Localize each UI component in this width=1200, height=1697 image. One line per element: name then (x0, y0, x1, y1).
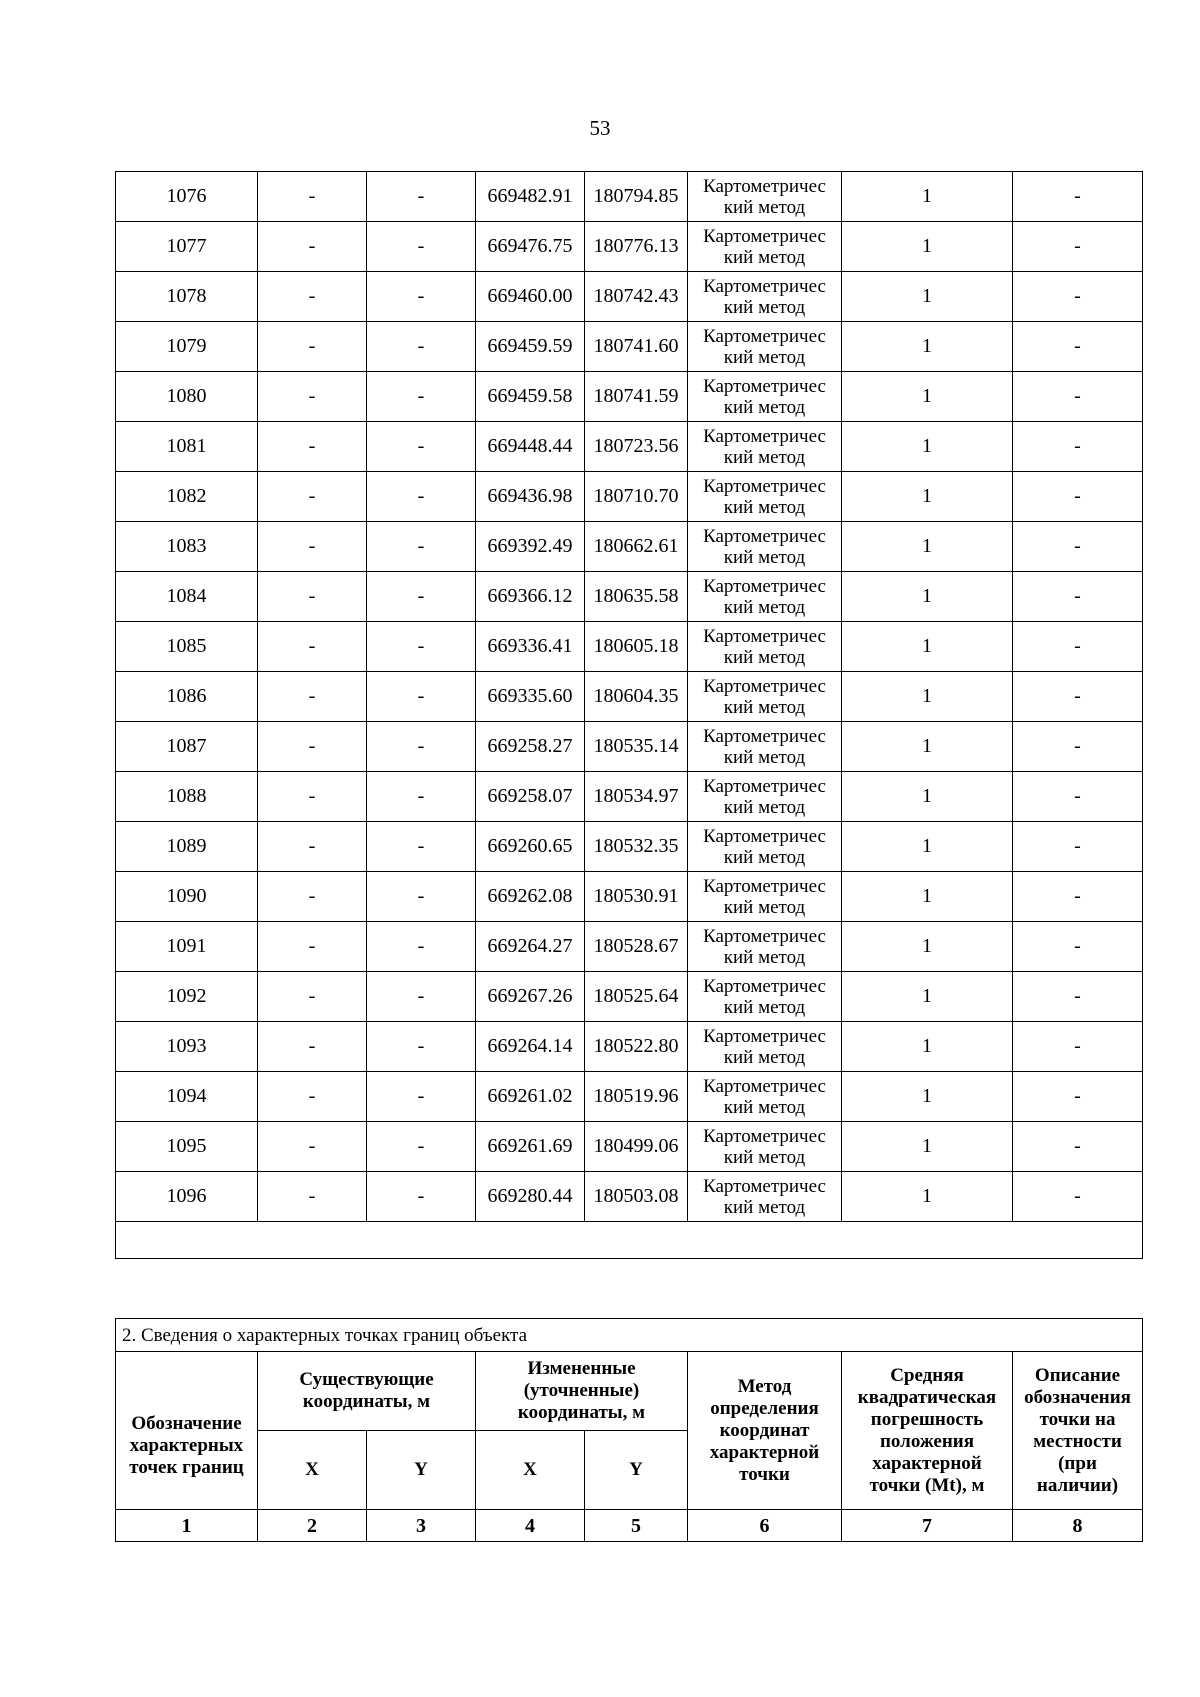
description-cell: - (1013, 872, 1143, 922)
table-row (116, 1122, 1143, 1172)
method-line: Картометричес (703, 475, 826, 497)
table-row (116, 172, 1143, 222)
method-line: кий метод (723, 196, 806, 218)
table-row (116, 522, 1143, 572)
changed-y-cell: 180741.60 (585, 322, 688, 372)
changed-x-cell: 669258.07 (476, 772, 585, 822)
col-number: 2 (258, 1510, 367, 1542)
table-row (116, 622, 1143, 672)
existing-y-cell: - (367, 772, 476, 822)
method-line: кий метод (723, 1096, 806, 1118)
header-changed-coords: Измененные (уточненные) координаты, м (476, 1352, 688, 1431)
description-cell: - (1013, 222, 1143, 272)
mean-error-cell: 1 (842, 1072, 1013, 1122)
existing-x-cell: - (258, 1022, 367, 1072)
table-row (116, 222, 1143, 272)
method-line: кий метод (723, 446, 806, 468)
changed-x-cell: 669258.27 (476, 722, 585, 772)
method-cell (688, 522, 842, 572)
method-line: Картометричес (703, 375, 826, 397)
method-line: кий метод (723, 496, 806, 518)
description-cell: - (1013, 472, 1143, 522)
header-designation: Обозначение характерных точек границ (116, 1352, 258, 1510)
existing-y-cell: - (367, 1122, 476, 1172)
method-line: кий метод (723, 346, 806, 368)
existing-y-cell: - (367, 572, 476, 622)
method-line: кий метод (723, 746, 806, 768)
existing-y-cell: - (367, 722, 476, 772)
mean-error-cell: 1 (842, 1122, 1013, 1172)
method-line: кий метод (723, 1146, 806, 1168)
changed-y-cell: 180604.35 (585, 672, 688, 722)
method-line: Картометричес (703, 1125, 826, 1147)
method-line: кий метод (723, 846, 806, 868)
existing-y-cell: - (367, 172, 476, 222)
description-cell: - (1013, 822, 1143, 872)
description-cell: - (1013, 522, 1143, 572)
point-id-cell: 1076 (116, 172, 258, 222)
description-cell: - (1013, 922, 1143, 972)
col-number: 7 (842, 1510, 1013, 1542)
method-line: кий метод (723, 946, 806, 968)
method-line: Картометричес (703, 825, 826, 847)
changed-x-cell: 669482.91 (476, 172, 585, 222)
header-existing-x: X (258, 1431, 367, 1510)
mean-error-cell: 1 (842, 222, 1013, 272)
method-cell (688, 1122, 842, 1172)
changed-y-cell: 180535.14 (585, 722, 688, 772)
point-id-cell: 1090 (116, 872, 258, 922)
col-number: 3 (367, 1510, 476, 1542)
changed-x-cell: 669436.98 (476, 472, 585, 522)
method-line: Картометричес (703, 1025, 826, 1047)
changed-y-cell: 180525.64 (585, 972, 688, 1022)
method-cell (688, 1022, 842, 1072)
existing-y-cell: - (367, 422, 476, 472)
changed-x-cell: 669392.49 (476, 522, 585, 572)
header-mean-error: Средняя квадратическая погрешность положения характерной точки (Mt), м (842, 1352, 1013, 1510)
mean-error-cell: 1 (842, 1172, 1013, 1222)
point-id-cell: 1096 (116, 1172, 258, 1222)
mean-error-cell: 1 (842, 422, 1013, 472)
point-id-cell: 1079 (116, 322, 258, 372)
existing-y-cell: - (367, 1022, 476, 1072)
method-line: кий метод (723, 646, 806, 668)
method-line: Картометричес (703, 625, 826, 647)
existing-x-cell: - (258, 1122, 367, 1172)
existing-x-cell: - (258, 222, 367, 272)
mean-error-cell: 1 (842, 922, 1013, 972)
mean-error-cell: 1 (842, 522, 1013, 572)
changed-y-cell: 180528.67 (585, 922, 688, 972)
changed-y-cell: 180776.13 (585, 222, 688, 272)
changed-x-cell: 669280.44 (476, 1172, 585, 1222)
description-cell: - (1013, 272, 1143, 322)
point-id-cell: 1086 (116, 672, 258, 722)
existing-x-cell: - (258, 1172, 367, 1222)
existing-x-cell: - (258, 172, 367, 222)
section2-table (115, 1318, 1143, 1542)
mean-error-cell: 1 (842, 372, 1013, 422)
changed-x-cell: 669460.00 (476, 272, 585, 322)
page-number: 53 (589, 116, 611, 140)
point-id-cell: 1095 (116, 1122, 258, 1172)
description-cell: - (1013, 572, 1143, 622)
changed-y-cell: 180534.97 (585, 772, 688, 822)
method-line: кий метод (723, 1046, 806, 1068)
table-row (116, 772, 1143, 822)
method-line: Картометричес (703, 425, 826, 447)
changed-y-cell: 180662.61 (585, 522, 688, 572)
existing-x-cell: - (258, 272, 367, 322)
existing-x-cell: - (258, 572, 367, 622)
table-row (116, 1022, 1143, 1072)
table-footer-row (116, 1222, 1143, 1259)
existing-y-cell: - (367, 872, 476, 922)
existing-x-cell: - (258, 822, 367, 872)
changed-x-cell: 669448.44 (476, 422, 585, 472)
point-id-cell: 1084 (116, 572, 258, 622)
mean-error-cell: 1 (842, 622, 1013, 672)
col-number: 8 (1013, 1510, 1143, 1542)
point-id-cell: 1093 (116, 1022, 258, 1072)
point-id-cell: 1083 (116, 522, 258, 572)
changed-y-cell: 180522.80 (585, 1022, 688, 1072)
changed-x-cell: 669260.65 (476, 822, 585, 872)
existing-x-cell: - (258, 522, 367, 572)
changed-y-cell: 180635.58 (585, 572, 688, 622)
method-line: Картометричес (703, 975, 826, 997)
changed-x-cell: 669476.75 (476, 222, 585, 272)
description-cell: - (1013, 672, 1143, 722)
description-cell: - (1013, 1022, 1143, 1072)
mean-error-cell: 1 (842, 1022, 1013, 1072)
description-cell: - (1013, 422, 1143, 472)
empty-cell (116, 1222, 1143, 1259)
header-description: Описание обозначения точки на местности (при наличии) (1013, 1352, 1143, 1510)
boundary-points-table (115, 171, 1143, 1259)
table-row (116, 922, 1143, 972)
existing-x-cell: - (258, 1072, 367, 1122)
existing-y-cell: - (367, 472, 476, 522)
point-id-cell: 1088 (116, 772, 258, 822)
header-changed-y: Y (585, 1431, 688, 1510)
existing-y-cell: - (367, 922, 476, 972)
changed-y-cell: 180794.85 (585, 172, 688, 222)
existing-y-cell: - (367, 822, 476, 872)
changed-x-cell: 669264.27 (476, 922, 585, 972)
changed-y-cell: 180519.96 (585, 1072, 688, 1122)
table-row (116, 1172, 1143, 1222)
description-cell: - (1013, 1172, 1143, 1222)
existing-x-cell: - (258, 322, 367, 372)
col-number: 5 (585, 1510, 688, 1542)
existing-y-cell: - (367, 622, 476, 672)
table-row (116, 272, 1143, 322)
changed-x-cell: 669335.60 (476, 672, 585, 722)
method-cell (688, 172, 842, 222)
point-id-cell: 1094 (116, 1072, 258, 1122)
method-line: кий метод (723, 396, 806, 418)
method-line: Картометричес (703, 525, 826, 547)
method-cell (688, 472, 842, 522)
table-row (116, 372, 1143, 422)
method-line: Картометричес (703, 225, 826, 247)
point-id-cell: 1085 (116, 622, 258, 672)
changed-y-cell: 180605.18 (585, 622, 688, 672)
changed-y-cell: 180741.59 (585, 372, 688, 422)
changed-x-cell: 669264.14 (476, 1022, 585, 1072)
method-cell (688, 372, 842, 422)
method-line: Картометричес (703, 675, 826, 697)
method-line: кий метод (723, 1196, 806, 1218)
point-id-cell: 1082 (116, 472, 258, 522)
existing-y-cell: - (367, 1172, 476, 1222)
method-line: кий метод (723, 996, 806, 1018)
method-cell (688, 822, 842, 872)
table-row (116, 1072, 1143, 1122)
existing-x-cell: - (258, 672, 367, 722)
table-row (116, 722, 1143, 772)
method-cell (688, 972, 842, 1022)
description-cell: - (1013, 972, 1143, 1022)
table-row (116, 322, 1143, 372)
method-cell (688, 1172, 842, 1222)
col-number: 4 (476, 1510, 585, 1542)
header-existing-coords: Существующие координаты, м (258, 1352, 476, 1431)
method-line: кий метод (723, 546, 806, 568)
method-cell (688, 572, 842, 622)
existing-x-cell: - (258, 422, 367, 472)
table-row (116, 872, 1143, 922)
point-id-cell: 1080 (116, 372, 258, 422)
changed-y-cell: 180499.06 (585, 1122, 688, 1172)
changed-y-cell: 180710.70 (585, 472, 688, 522)
changed-x-cell: 669366.12 (476, 572, 585, 622)
method-cell (688, 622, 842, 672)
col-number: 1 (116, 1510, 258, 1542)
table-row (116, 572, 1143, 622)
existing-x-cell: - (258, 722, 367, 772)
mean-error-cell: 1 (842, 672, 1013, 722)
method-line: кий метод (723, 696, 806, 718)
header-existing-y: Y (367, 1431, 476, 1510)
existing-y-cell: - (367, 222, 476, 272)
method-line: Картометричес (703, 775, 826, 797)
method-line: Картометричес (703, 175, 826, 197)
description-cell: - (1013, 1072, 1143, 1122)
mean-error-cell: 1 (842, 472, 1013, 522)
method-line: кий метод (723, 796, 806, 818)
method-line: Картометричес (703, 1175, 826, 1197)
point-id-cell: 1087 (116, 722, 258, 772)
method-cell (688, 722, 842, 772)
mean-error-cell: 1 (842, 872, 1013, 922)
existing-y-cell: - (367, 1072, 476, 1122)
changed-y-cell: 180723.56 (585, 422, 688, 472)
method-line: кий метод (723, 896, 806, 918)
mean-error-cell: 1 (842, 322, 1013, 372)
method-cell (688, 422, 842, 472)
header-changed-x: X (476, 1431, 585, 1510)
method-line: Картометричес (703, 725, 826, 747)
existing-y-cell: - (367, 972, 476, 1022)
mean-error-cell: 1 (842, 822, 1013, 872)
existing-y-cell: - (367, 272, 476, 322)
changed-x-cell: 669261.02 (476, 1072, 585, 1122)
changed-x-cell: 669336.41 (476, 622, 585, 672)
existing-x-cell: - (258, 372, 367, 422)
description-cell: - (1013, 1122, 1143, 1172)
method-line: Картометричес (703, 325, 826, 347)
method-line: кий метод (723, 246, 806, 268)
point-id-cell: 1089 (116, 822, 258, 872)
changed-y-cell: 180503.08 (585, 1172, 688, 1222)
table-row (116, 972, 1143, 1022)
method-cell (688, 872, 842, 922)
existing-x-cell: - (258, 922, 367, 972)
point-id-cell: 1081 (116, 422, 258, 472)
changed-x-cell: 669459.58 (476, 372, 585, 422)
changed-x-cell: 669267.26 (476, 972, 585, 1022)
existing-y-cell: - (367, 322, 476, 372)
col-number: 6 (688, 1510, 842, 1542)
table-row (116, 422, 1143, 472)
changed-y-cell: 180532.35 (585, 822, 688, 872)
mean-error-cell: 1 (842, 172, 1013, 222)
method-line: Картометричес (703, 1075, 826, 1097)
method-line: Картометричес (703, 875, 826, 897)
description-cell: - (1013, 622, 1143, 672)
existing-y-cell: - (367, 522, 476, 572)
mean-error-cell: 1 (842, 722, 1013, 772)
table-row (116, 822, 1143, 872)
method-cell (688, 1072, 842, 1122)
existing-x-cell: - (258, 622, 367, 672)
method-line: Картометричес (703, 925, 826, 947)
method-cell (688, 322, 842, 372)
table-row (116, 472, 1143, 522)
description-cell: - (1013, 322, 1143, 372)
point-id-cell: 1078 (116, 272, 258, 322)
method-line: кий метод (723, 596, 806, 618)
method-cell (688, 672, 842, 722)
changed-y-cell: 180742.43 (585, 272, 688, 322)
method-cell (688, 272, 842, 322)
changed-x-cell: 669261.69 (476, 1122, 585, 1172)
method-cell (688, 222, 842, 272)
method-cell (688, 772, 842, 822)
existing-x-cell: - (258, 972, 367, 1022)
point-id-cell: 1077 (116, 222, 258, 272)
existing-x-cell: - (258, 472, 367, 522)
changed-y-cell: 180530.91 (585, 872, 688, 922)
description-cell: - (1013, 722, 1143, 772)
method-line: кий метод (723, 296, 806, 318)
existing-x-cell: - (258, 772, 367, 822)
mean-error-cell: 1 (842, 272, 1013, 322)
description-cell: - (1013, 372, 1143, 422)
table-row (116, 672, 1143, 722)
mean-error-cell: 1 (842, 972, 1013, 1022)
description-cell: - (1013, 772, 1143, 822)
mean-error-cell: 1 (842, 572, 1013, 622)
method-line: Картометричес (703, 575, 826, 597)
section2-title: 2. Сведения о характерных точках границ объекта (116, 1319, 1143, 1352)
existing-y-cell: - (367, 372, 476, 422)
changed-x-cell: 669459.59 (476, 322, 585, 372)
description-cell: - (1013, 172, 1143, 222)
mean-error-cell: 1 (842, 772, 1013, 822)
header-method: Метод определения координат характерной точки (688, 1352, 842, 1510)
point-id-cell: 1091 (116, 922, 258, 972)
changed-x-cell: 669262.08 (476, 872, 585, 922)
method-cell (688, 922, 842, 972)
method-line: Картометричес (703, 275, 826, 297)
existing-y-cell: - (367, 672, 476, 722)
existing-x-cell: - (258, 872, 367, 922)
point-id-cell: 1092 (116, 972, 258, 1022)
